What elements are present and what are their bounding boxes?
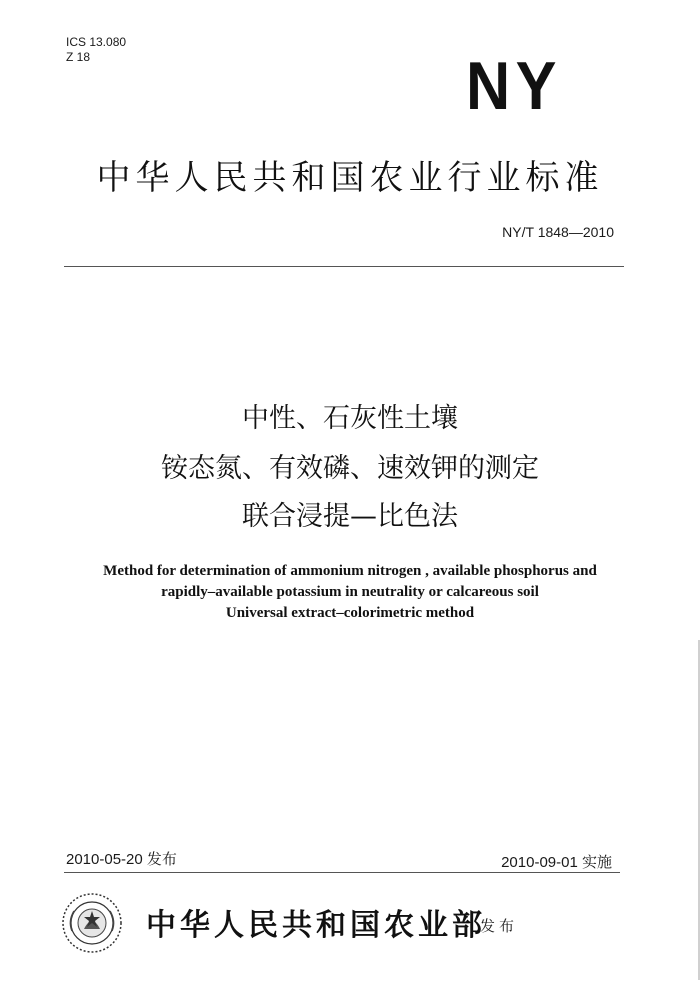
english-title-line-3: Universal extract–colorimetric method [225, 605, 475, 621]
standard-number: NY/T 1848—2010 [502, 224, 614, 240]
ccs-code: Z 18 [66, 50, 91, 64]
ministry-emblem-icon [60, 891, 124, 955]
ny-logo: NY [466, 48, 562, 124]
chinese-title-line-1: 中性、石灰性土壤 [242, 403, 458, 434]
chinese-title-line-3: 联合浸提—比色法 [242, 501, 458, 532]
issuing-authority: 中华人民共和国农业部 [146, 908, 486, 943]
implementation-date: 2010-09-01 实施 [501, 854, 612, 871]
issue-date: 2010-05-20 发布 [66, 851, 177, 868]
english-title-line-2: rapidly–available potassium in neutrality or calcareous soil [161, 584, 539, 600]
chinese-title-line-2: 铵态氮、有效磷、速效钾的测定 [161, 453, 539, 484]
ics-code: ICS 13.080 [66, 35, 127, 49]
classification-codes [66, 35, 126, 65]
english-title-line-1: Method for determination of ammonium nitrogen , available phosphorus and [103, 563, 597, 579]
top-divider [64, 266, 624, 267]
publish-label: 发布 [480, 917, 519, 935]
bottom-divider [64, 872, 620, 873]
standard-category-title: 中华人民共和国农业行业标准 [96, 158, 604, 198]
